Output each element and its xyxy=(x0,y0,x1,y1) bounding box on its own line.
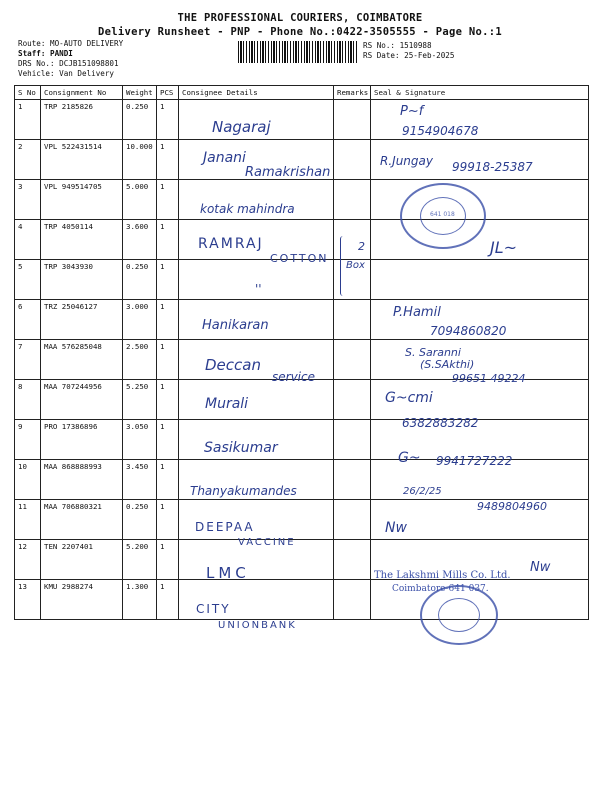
cell-weight: 5.000 xyxy=(123,180,157,220)
cell-remarks xyxy=(334,540,371,580)
hand-r7-name1: Deccan xyxy=(205,356,261,374)
cell-sno: 13 xyxy=(15,580,41,620)
table-header xyxy=(15,86,589,100)
cell-weight: 5.200 xyxy=(123,540,157,580)
cell-weight: 0.250 xyxy=(123,260,157,300)
table-row xyxy=(15,380,589,420)
hand-r6-sig: P.Hamil xyxy=(393,305,441,320)
cell-consignment-no: TRP 2185826 xyxy=(41,100,123,140)
cell-remarks xyxy=(334,140,371,180)
hand-r2-name1: Janani xyxy=(203,150,246,166)
cell-weight: 5.250 xyxy=(123,380,157,420)
cell-remarks xyxy=(334,420,371,460)
cell-pcs: 1 xyxy=(157,420,179,460)
hand-r5-ditto: '' xyxy=(255,282,262,296)
hand-r7-sig1: S. Saranni xyxy=(405,346,461,359)
cell-weight: 3.450 xyxy=(123,460,157,500)
cell-remarks xyxy=(334,460,371,500)
hand-r3-name: kotak mahindra xyxy=(200,202,295,216)
cell-weight: 3.050 xyxy=(123,420,157,460)
cell-sno: 12 xyxy=(15,540,41,580)
cell-pcs: 1 xyxy=(157,220,179,260)
hand-r13-name1: CITY xyxy=(196,602,231,616)
drs-field: DRS No.: DCJB151098801 xyxy=(18,59,119,68)
col-remarks: Remarks xyxy=(334,86,371,100)
cell-consignment-no: TEN 2207401 xyxy=(41,540,123,580)
cell-remarks xyxy=(334,380,371,420)
cell-weight: 0.250 xyxy=(123,500,157,540)
hand-r8-name: Murali xyxy=(205,396,249,412)
table-row xyxy=(15,580,589,620)
hand-r10-name: Thanyakumandes xyxy=(190,484,297,498)
route-field: Route: MO-AUTO DELIVERY xyxy=(18,39,124,48)
hand-r2-phone: 99918-25387 xyxy=(452,160,533,174)
cell-pcs: 1 xyxy=(157,380,179,420)
cell-weight: 3.000 xyxy=(123,300,157,340)
hand-r1-sig: P~f xyxy=(400,104,424,119)
cell-pcs: 1 xyxy=(157,180,179,220)
hand-r9-sig: G~ xyxy=(398,450,421,466)
cell-consignment-no: TRP 4050114 xyxy=(41,220,123,260)
cell-weight: 0.250 xyxy=(123,100,157,140)
cell-sno: 2 xyxy=(15,140,41,180)
hand-r10-phone: 9489804960 xyxy=(477,500,547,513)
hand-r4-remark2: Box xyxy=(346,260,365,271)
cell-weight: 2.500 xyxy=(123,340,157,380)
staff-field: Staff: PANDI xyxy=(18,49,73,58)
cell-pcs: 1 xyxy=(157,340,179,380)
cell-pcs: 1 xyxy=(157,300,179,340)
cell-sno: 1 xyxy=(15,100,41,140)
cell-sno: 6 xyxy=(15,300,41,340)
hand-r4-name2: COTTON xyxy=(270,252,329,265)
col-consignment-no: Consignment No xyxy=(41,86,123,100)
hand-r9-name: Sasikumar xyxy=(204,440,278,456)
col-weight: Weight xyxy=(123,86,157,100)
hand-r7-sig2: (S.SAkthi) xyxy=(420,358,475,371)
hand-r1-phone: 9154904678 xyxy=(402,124,479,138)
cell-remarks xyxy=(334,500,371,540)
cell-remarks xyxy=(334,180,371,220)
cell-remarks xyxy=(334,100,371,140)
hand-r10-date: 26/2/25 xyxy=(403,486,442,497)
barcode xyxy=(238,41,358,63)
cell-consignment-no: MAA 576285048 xyxy=(41,340,123,380)
cell-consignment-no: VPL 522431514 xyxy=(41,140,123,180)
cell-pcs: 1 xyxy=(157,100,179,140)
hand-r12-sig: Nw xyxy=(530,560,551,575)
stamp-r3: 641 018 xyxy=(400,183,486,249)
hand-r4-sig: JL~ xyxy=(490,238,518,257)
table-row xyxy=(15,180,589,220)
rs-date-field: RS Date: 25-Feb-2025 xyxy=(363,51,455,60)
cell-sno: 10 xyxy=(15,460,41,500)
hand-r12-name: LMC xyxy=(206,564,250,582)
cell-sno: 3 xyxy=(15,180,41,220)
cell-consignment-no: KMU 2988274 xyxy=(41,580,123,620)
hand-r4-remark1: 2 xyxy=(358,240,365,253)
col-pcs: PCS xyxy=(157,86,179,100)
cell-consignee-details xyxy=(179,380,334,420)
cell-pcs: 1 xyxy=(157,500,179,540)
stamp-r12-line2: Coimbatore-641 037. xyxy=(392,584,489,594)
remarks-bracket xyxy=(340,236,347,296)
hand-r6-phone: 7094860820 xyxy=(430,324,507,338)
cell-remarks xyxy=(334,300,371,340)
table-row xyxy=(15,100,589,140)
hand-r1-name: Nagaraj xyxy=(212,118,271,136)
rs-no-field: RS No.: 1510988 xyxy=(363,41,432,50)
meta-left xyxy=(18,39,218,79)
cell-sno: 8 xyxy=(15,380,41,420)
hand-r4-name1: RAMRAJ xyxy=(198,236,264,252)
company-title: THE PROFESSIONAL COURIERS, COIMBATORE xyxy=(177,12,423,24)
runsheet-subtitle: Delivery Runsheet - PNP - Phone No.:0422-3505555 - Page No.:1 xyxy=(98,26,502,38)
cell-weight: 10.000 xyxy=(123,140,157,180)
cell-weight: 1.300 xyxy=(123,580,157,620)
vehicle-field: Vehicle: Van Delivery xyxy=(18,69,115,78)
col-sno: S No xyxy=(15,86,41,100)
cell-consignment-no: MAA 868888993 xyxy=(41,460,123,500)
cell-sno: 5 xyxy=(15,260,41,300)
hand-r7-phone: 99651 49224 xyxy=(452,372,526,385)
hand-r6-name: Hanikaran xyxy=(202,318,269,333)
cell-remarks xyxy=(334,580,371,620)
hand-r11-sig: Nw xyxy=(385,520,407,536)
cell-remarks xyxy=(334,340,371,380)
cell-sno: 9 xyxy=(15,420,41,460)
cell-pcs: 1 xyxy=(157,260,179,300)
hand-r2-name2: Ramakrishan xyxy=(245,165,331,180)
cell-consignment-no: VPL 949514705 xyxy=(41,180,123,220)
col-consignee-details: Consignee Details xyxy=(179,86,334,100)
cell-weight: 3.600 xyxy=(123,220,157,260)
hand-r11-name1: DEEPAA xyxy=(195,520,255,534)
cell-pcs: 1 xyxy=(157,580,179,620)
hand-r11-name2: VACCINE xyxy=(238,537,296,548)
hand-r7-name2: service xyxy=(272,370,315,384)
hand-r8-sig: G~cmi xyxy=(385,390,433,406)
cell-consignment-no: TRZ 25046127 xyxy=(41,300,123,340)
table-row xyxy=(15,260,589,300)
cell-consignment-no: MAA 706880321 xyxy=(41,500,123,540)
hand-r13-name2: UNIONBANK xyxy=(218,620,297,631)
col-seal-signature: Seal & Signature xyxy=(371,86,589,100)
cell-sno: 7 xyxy=(15,340,41,380)
cell-pcs: 1 xyxy=(157,460,179,500)
cell-pcs: 1 xyxy=(157,540,179,580)
cell-consignment-no: PRO 17386896 xyxy=(41,420,123,460)
stamp-r12-line1: The Lakshmi Mills Co. Ltd. xyxy=(374,570,511,581)
cell-consignment-no: MAA 707244956 xyxy=(41,380,123,420)
cell-consignment-no: TRP 3043930 xyxy=(41,260,123,300)
stamp-r13 xyxy=(420,585,498,645)
cell-pcs: 1 xyxy=(157,140,179,180)
meta-right xyxy=(363,41,563,61)
hand-r9-phone: 9941727222 xyxy=(436,454,513,468)
cell-seal-signature xyxy=(371,260,589,300)
cell-sno: 4 xyxy=(15,220,41,260)
cell-sno: 11 xyxy=(15,500,41,540)
hand-r8-phone: 6382883282 xyxy=(402,416,479,430)
hand-r2-sig: R.Jungay xyxy=(380,154,433,168)
